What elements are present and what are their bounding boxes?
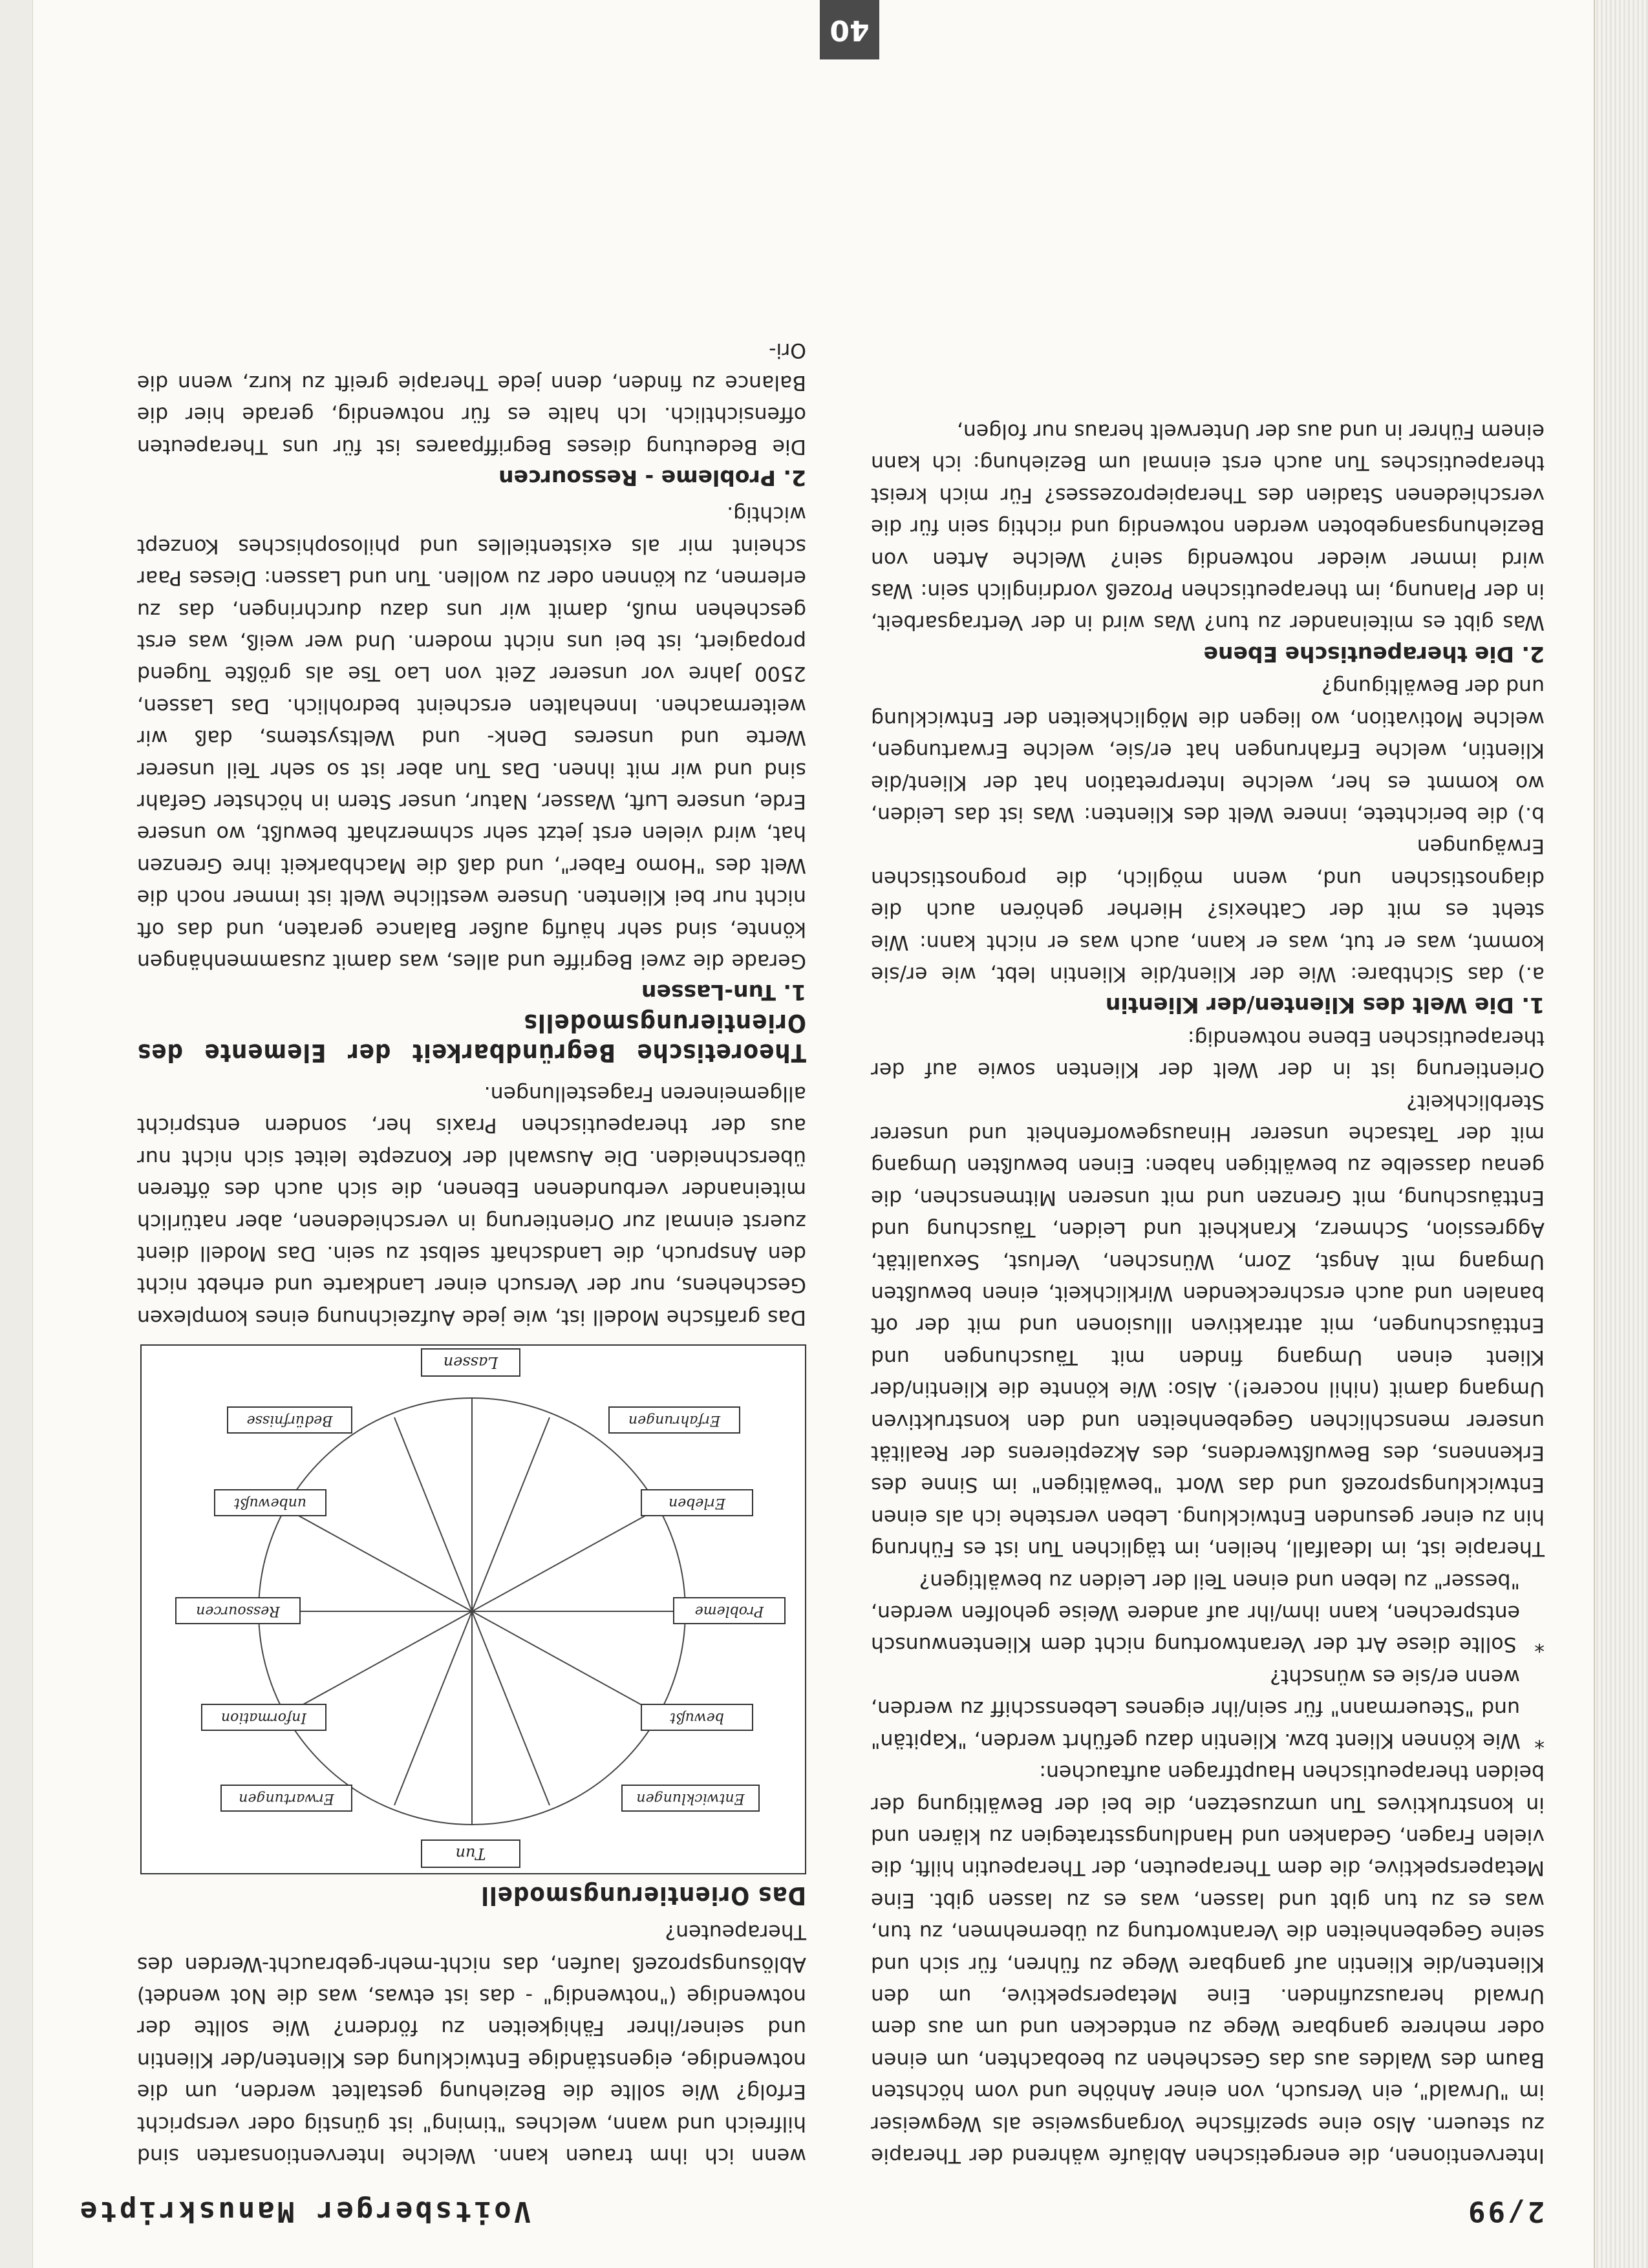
list-item-b: b.) die berichtete, innere Welt des Klienten: Was ist das Leiden, wo kommt es her, welche Interpretation hat der Klient/die Klientin, welche Erfahrungen hat er/sie, welche Erwartungen, welche Motivation, wo liegen die Möglichkeiten der Entwicklung und der Bewältigung?: [871, 675, 1545, 826]
label-entwicklungen: Entwicklungen: [621, 1785, 760, 1812]
figure-title: Das Orientierungsmodell: [480, 1881, 806, 1910]
label-lassen: Lassen: [421, 1348, 520, 1377]
paragraph: wenn ich ihm trauen kann. Welche Interventionsarten sind hilfreich und wann, welches "timing" ist günstig oder verspricht Erfolg? Wie sollte die Beziehung gestaltet werden, um die notwendige, eigenständige Entwicklung des Klienten/der Klientin und seiner/ihrer Fähigkeiten zu fördern? Wie sollte der notwendige ("notwendig" - das ist etwas, was die Not wendet) Ablösungsprozeß laufen, das nicht-mehr-gebraucht-Werden des Therapeuten?: [137, 1920, 806, 2167]
wheel-spokes: [268, 1398, 676, 1825]
paragraph: Orientierung ist in der Welt der Klienten sowie auf der therapeutischen Ebene notwendig:: [871, 1026, 1545, 1082]
page-number: 40: [820, 0, 879, 59]
journal-title: Voitsberger Manuskripte: [78, 2195, 531, 2228]
label-unbewusst: unbewußt: [214, 1489, 326, 1516]
bullet-question-1: * Wie können Klient bzw. Klientin dazu geführt werden, "Kapitän" und "Steuermann" für sein/ihr eigenes Lebensschiff zu werden, wenn er/sie es wünscht?: [871, 1664, 1545, 1752]
book-page-edges: [1594, 0, 1648, 2268]
section-heading: 1. Die Welt des Klienten/der Klientin: [1105, 993, 1545, 1019]
paragraph: Das grafische Modell ist, wie jede Aufzeichnung eines komplexen Geschehens, nur der Versuch einer Landkarte und erhebt nicht den Anspruch, die Landschaft selbst zu sein. Das Modell dient zuerst einmal zur Orientierung in verschiedenen, aber natürlich miteinander verbundenen Ebenen, die sich auch des öfteren überschneiden. Die Auswahl der Konzepte leitet sich nicht nur aus der therapeutischen Praxis her, sondern entspricht allgemeineren Fragestellungen.: [137, 1081, 806, 1329]
section-heading: 2. Die therapeutische Ebene: [1203, 641, 1545, 667]
book-gutter: [0, 0, 33, 2268]
left-column: [871, 415, 1545, 2171]
paragraph: Therapie ist, im Idealfall, heilen, im täglichen Tun ist es Führung hin zu einer gesunden Entwicklung. Leben verstehe ich als einen Entwicklungsprozeß und das Wort "bewältigen" im Sinne des Erkennens, des Bewußtwerdens, des Akzeptierens der Realität unserer menschlichen Gegebenheiten und den konstruktiven Umgang damit (nihil nocere!). Also: Wie könnte die Klientin/der Klient einen Umgang finden mit Täuschungen und Enttäuschungen, mit attraktiven Illusionen und mit der oft banalen und auch erschreckenden Wirklichkeit, einen bewußten Umgang mit Angst, Zorn, Wünschen, Verlust, Sexualität, Aggression, Schmerz, Krankheit und Leiden, Täuschung und Enttäuschung, mit Grenzen und mit unseren Mitmenschen, die genau dasselbe zu bewältigen haben: Einen bewußten Umgang mit der Tatsache unserer Hinausgeworfenheit und unserer Sterblichkeit?: [871, 1090, 1545, 1561]
paragraph: Gerade die zwei Begriffe und alles, was damit zusammenhängen könnte, sind sehr häufig außer Balance geraten, und das oft nicht nur bei Klienten. Unsere westliche Welt ist immer noch die Welt des "Homo Faber", und daß die Machbarkeit ihre Grenzen hat, wird vielen erst jetzt sehr schmerzhaft bewußt, wo unsere Erde, unsere Luft, Wasser, Natur, unser Stern in höchster Gefahr sind und wir mit ihnen. Das Tun aber ist so sehr Teil unserer Werte und unseres Denk- und Weltsystems, daß wir weitermachen. Innehalten erscheint bedrohlich. Das Lassen, 2500 Jahre vor unserer Zeit von Lao Tse als größte Tugend propagiert, ist bei uns nicht modern. Und wer weiß, was erst geschehen muß, damit wir uns dazu durchringen, das zu erlernen, zu können oder zu wollen. Tun und Lassen: Dieses Paar scheint mir als existentielles und philosophisches Konzept wichtig.: [137, 502, 806, 973]
label-erfahrungen: Erfahrungen: [608, 1406, 740, 1434]
running-header: [78, 2183, 1545, 2228]
issue-number: 2/99: [1466, 2195, 1545, 2228]
label-erleben: Erleben: [641, 1489, 753, 1516]
label-ressourcen: Ressourcen: [175, 1597, 301, 1624]
section-title: Theoretische Begründbarkeit der Elemente des Orientierungsmodells: [137, 1009, 806, 1068]
paragraph: Interventionen, die energetischen Abläufe während der Therapie zu steuern. Also eine spezifische Vorgangsweise als Wegweiser im "Urwald", ein Versuch, von einer Anhöhe und vom höchsten Baum des Waldes aus das Geschehen zu beobachten, um einen oder mehrere gangbare Wege zu entdecken und um aus dem Urwald herauszufinden. Eine Metaperspektive, um den Klienten/die Klientin auf gangbare Wege zu führen, für sich und seine Gegebenheiten die Verantwortung zu übernehmen, zu tun, was es zu tun gibt und lassen, was es zu lassen gibt. Eine Metaperspektive, die dem Therapeuten, der Therapeutin hilft, die vielen Fragen, Gedanken und Handlungsstrategien zu klären und in konstruktives Tun umzusetzen, die bei der Bewältigung der beiden therapeutischen Hauptfragen auftauchen:: [871, 1761, 1545, 2167]
orientation-model-diagram: [140, 1344, 806, 1874]
section-heading: 2. Probleme - Ressourcen: [498, 465, 806, 491]
label-bewusst: bewußt: [641, 1704, 753, 1731]
label-tun: Tun: [421, 1839, 520, 1868]
list-item-a: a.) das Sichtbare: Wie der Klient/die Klientin lebt, wie er/sie kommt, was er tut, was er kann, auch was er nicht kann: Wie steht es mit der Cathexis? Hierher gehören auch die diagnostischen und, wenn möglich, die prognostischen Erwägungen: [871, 834, 1545, 986]
label-probleme: Probleme: [673, 1597, 786, 1624]
label-beduerfnisse: Bedürfnisse: [227, 1406, 352, 1434]
section-heading: 1. Tun-Lassen: [641, 980, 806, 1006]
paragraph: Was gibt es miteinander zu tun? Was wird in der Vertragsarbeit, in der Planung, im therapeutischen Prozeß vordringlich sein: Was wird immer wieder notwendig sein? Welche Arten von Beziehungsangeboten werden notwendig und richtig sein für die verschiedenen Stadien des Therapieprozesses? Für mich kreist therapeutisches Tun auch erst einmal um Beziehung: ich kann einem Führer in und aus der Unterwelt heraus nur folgen,: [871, 419, 1545, 635]
label-erwartungen: Erwartungen: [220, 1785, 352, 1812]
right-column: [137, 334, 806, 2171]
label-information: Information: [201, 1704, 326, 1731]
bullet-question-2: * Sollte diese Art der Verantwortung nicht dem Klientenwunsch entsprechen, kann ihm/ihr auf andere Weise geholfen werden, "besser" zu leben und einen Teil der Leiden zu bewältigen?: [871, 1569, 1545, 1657]
paragraph: Die Bedeutung dieses Begriffpaares ist für uns Therapeuten offensichtlich. Ich halte es für notwendig, gerade hier die Balance zu finden, denn jede Therapie greift zu kurz, wenn die Ori-: [137, 339, 806, 458]
